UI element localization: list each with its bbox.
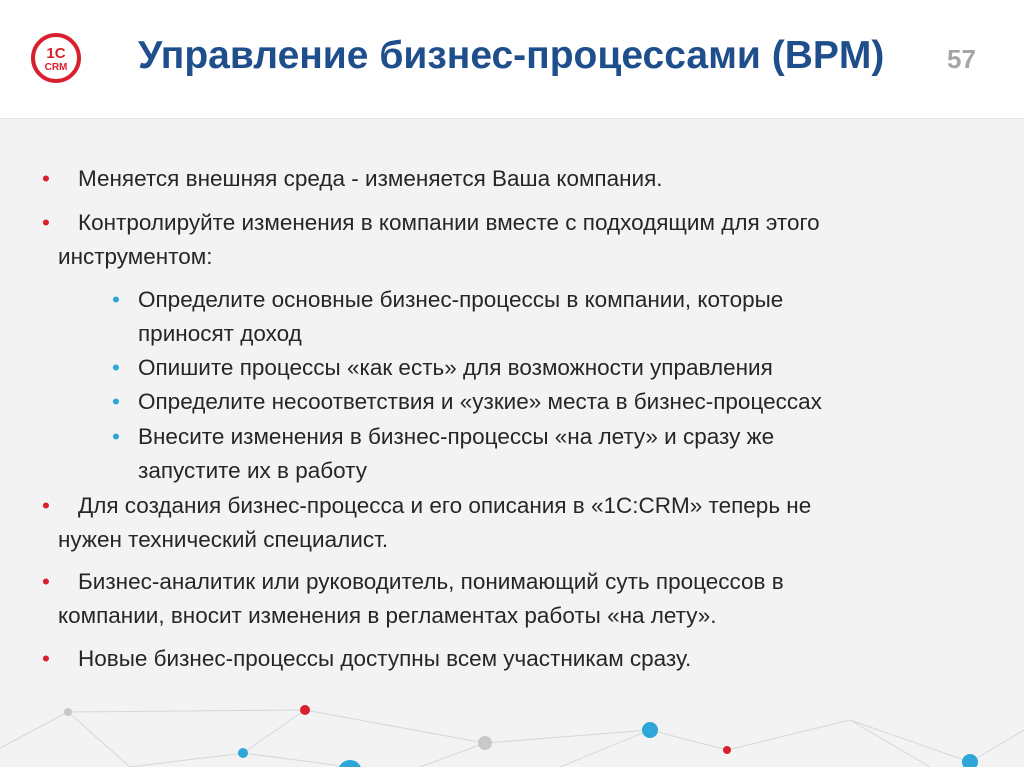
1c-crm-logo: [30, 32, 82, 84]
slide-title: Управление бизнес-процессами (BPM): [138, 34, 885, 77]
bullet-text: инструментом:: [58, 244, 213, 269]
sub-bullet-text: Внесите изменения в бизнес-процессы «на лету» и сразу же: [138, 424, 775, 449]
bullet-marker: •: [42, 493, 50, 518]
sub-bullet-marker: •: [112, 287, 120, 312]
bullet-marker: •: [42, 569, 50, 594]
bullet-marker: •: [42, 210, 50, 235]
sub-bullet-text: Опишите процессы «как есть» для возможности управления: [138, 355, 773, 380]
sub-bullet-text: Определите несоответствия и «узкие» места в бизнес-процессах: [138, 389, 822, 414]
decorative-network-graphic: [0, 690, 1024, 767]
bullet-text: Контролируйте изменения в компании вместе с подходящим для этого: [78, 210, 820, 235]
bullet-text: Меняется внешняя среда - изменяется Ваша компания.: [78, 166, 663, 191]
bullet-text: Для создания бизнес-процесса и его описания в «1С:CRM» теперь не: [78, 493, 812, 518]
bullet-text: компании, вносит изменения в регламентах работы «на лету».: [58, 603, 717, 628]
sub-bullet-text: Определите основные бизнес-процессы в компании, которые: [138, 287, 784, 312]
sub-bullet-marker: •: [112, 424, 120, 449]
bullet-text: Бизнес-аналитик или руководитель, понимающий суть процессов в: [78, 569, 784, 594]
sub-bullet-marker: •: [112, 355, 120, 380]
logo-top-text: 1С: [46, 45, 66, 62]
sub-bullet-marker: •: [112, 389, 120, 414]
sub-bullet-text: приносят доход: [138, 321, 302, 346]
page-number: 57: [947, 44, 976, 74]
bullet-marker: •: [42, 166, 50, 191]
bullet-text: нужен технический специалист.: [58, 527, 389, 552]
slide-header: [0, 0, 1024, 119]
bullet-marker: •: [42, 646, 50, 671]
sub-bullet-text: запустите их в работу: [138, 458, 367, 483]
bullet-text: Новые бизнес-процессы доступны всем участникам сразу.: [78, 646, 692, 671]
logo-bottom-text: CRM: [44, 62, 68, 73]
